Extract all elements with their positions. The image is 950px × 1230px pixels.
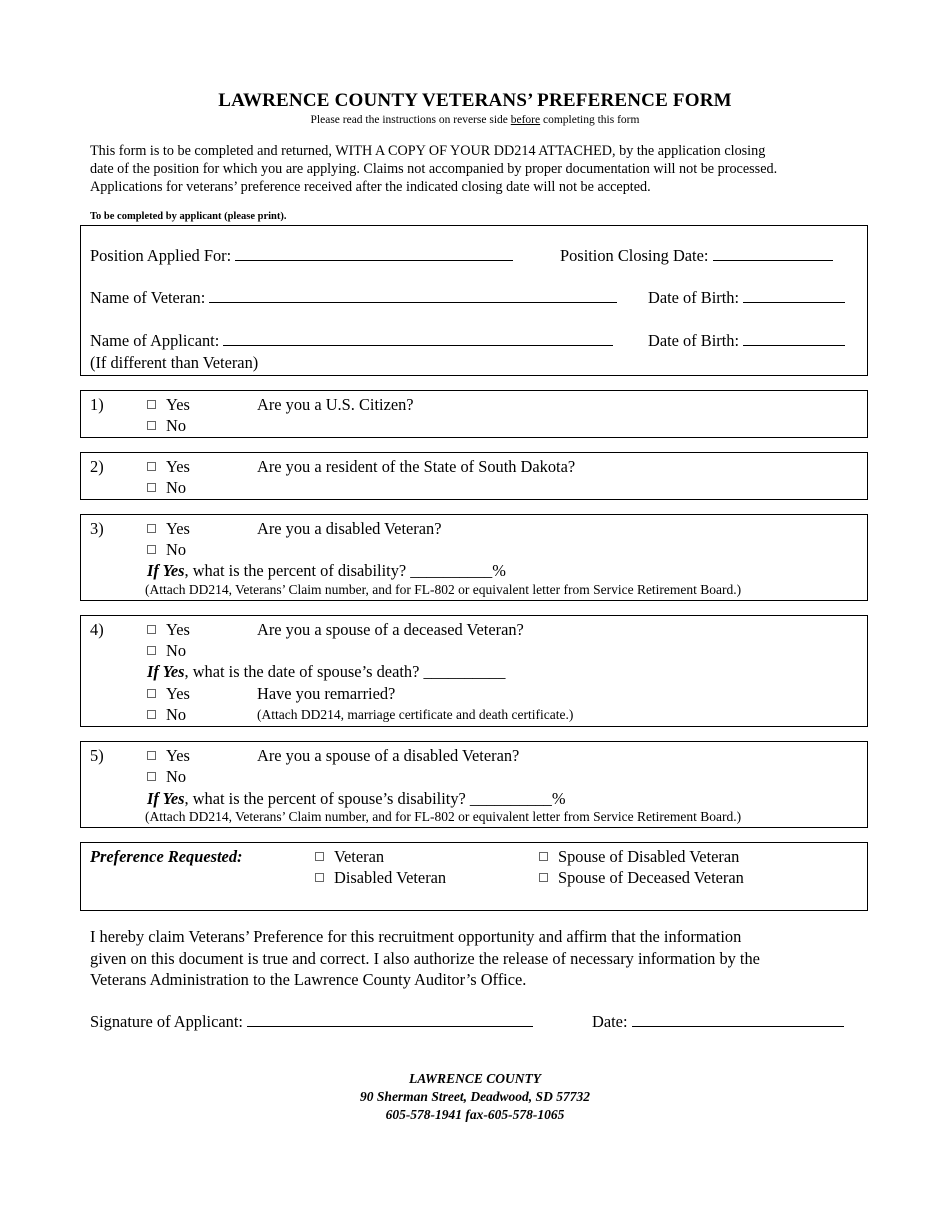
subtitle-text: Please read the instructions on reverse side bbox=[310, 114, 511, 126]
preference-box bbox=[80, 842, 868, 911]
applicant-info-box bbox=[80, 225, 868, 376]
question-1-box bbox=[80, 390, 868, 438]
q4-followup: If Yes, what is the date of spouse’s death? __________ bbox=[147, 662, 506, 681]
veteran-dob-label: Date of Birth: bbox=[648, 288, 740, 307]
claim-line: given on this document is true and correct. I also authorize the release of necessary information by the bbox=[90, 948, 760, 968]
closing-date-label: Position Closing Date: bbox=[560, 246, 709, 265]
pref-spouse-disabled-option[interactable]: Spouse of Disabled Veteran bbox=[539, 847, 739, 867]
applicant-instruction: To be completed by applicant (please print). bbox=[90, 211, 287, 222]
applicant-name-field[interactable] bbox=[223, 331, 613, 346]
checkbox-icon[interactable] bbox=[147, 710, 156, 719]
checkbox-icon[interactable] bbox=[147, 689, 156, 698]
question-number: 2) bbox=[90, 457, 104, 476]
question-2-box bbox=[80, 452, 868, 500]
position-label: Position Applied For: bbox=[90, 246, 232, 265]
q3-no-option[interactable]: No bbox=[147, 540, 186, 560]
form-subtitle bbox=[0, 114, 950, 126]
intro-line: date of the position for which you are applying. Claims not accompanied by proper documentation will not be processed. bbox=[90, 161, 778, 177]
signature-label: Signature of Applicant: bbox=[90, 1012, 243, 1031]
question-text: Are you a disabled Veteran? bbox=[257, 519, 442, 538]
signature-date-field[interactable] bbox=[632, 1012, 844, 1027]
checkbox-icon[interactable] bbox=[315, 852, 324, 861]
q4-no-option[interactable]: No bbox=[147, 641, 186, 661]
q3-followup: If Yes, what is the percent of disability? __________% bbox=[147, 561, 506, 580]
question-number: 5) bbox=[90, 746, 104, 765]
question-text: Are you a resident of the State of South Dakota? bbox=[257, 457, 576, 476]
claim-line: I hereby claim Veterans’ Preference for this recruitment opportunity and affirm that the information bbox=[90, 927, 742, 946]
q2-no-option[interactable]: No bbox=[147, 478, 186, 498]
pref-veteran-option[interactable]: Veteran bbox=[315, 847, 384, 867]
checkbox-icon[interactable] bbox=[147, 462, 156, 471]
checkbox-icon[interactable] bbox=[147, 545, 156, 554]
signature-date-row bbox=[592, 1012, 844, 1032]
q5-attach-note: (Attach DD214, Veterans’ Claim number, and for FL-802 or equivalent letter from Service Retirement Board.) bbox=[145, 809, 742, 824]
preference-label: Preference Requested: bbox=[90, 847, 243, 866]
date-label: Date: bbox=[592, 1012, 628, 1031]
applicant-dob-field[interactable] bbox=[743, 331, 845, 346]
applicant-name-label: Name of Applicant: bbox=[90, 331, 220, 350]
claim-statement bbox=[90, 926, 880, 991]
checkbox-icon[interactable] bbox=[147, 421, 156, 430]
applicant-dob-label: Date of Birth: bbox=[648, 331, 740, 350]
checkbox-icon[interactable] bbox=[147, 483, 156, 492]
applicant-different-note: (If different than Veteran) bbox=[90, 353, 259, 372]
intro-line: Applications for veterans’ preference received after the indicated closing date will not be accepted. bbox=[90, 179, 651, 195]
checkbox-icon[interactable] bbox=[539, 873, 548, 882]
signature-field[interactable] bbox=[247, 1012, 533, 1027]
subtitle-underlined: before bbox=[510, 114, 541, 126]
checkbox-icon[interactable] bbox=[539, 852, 548, 861]
intro-line: This form is to be completed and returned, WITH A COPY OF YOUR DD214 ATTACHED, by the application closing bbox=[90, 143, 766, 159]
q3-yes-option[interactable]: Yes bbox=[147, 519, 190, 539]
signature-row bbox=[90, 1012, 533, 1032]
intro-paragraph bbox=[90, 142, 860, 196]
q4-remarried-no-option[interactable]: No bbox=[147, 705, 186, 725]
form-title: LAWRENCE COUNTY VETERANS’ PREFERENCE FORM bbox=[218, 90, 732, 111]
veteran-name-label: Name of Veteran: bbox=[90, 288, 206, 307]
q1-yes-option[interactable]: Yes bbox=[147, 395, 190, 415]
question-text: Are you a U.S. Citizen? bbox=[257, 395, 414, 414]
question-number: 1) bbox=[90, 395, 104, 414]
q5-no-option[interactable]: No bbox=[147, 767, 186, 787]
question-text: Are you a spouse of a disabled Veteran? bbox=[257, 746, 520, 765]
pref-disabled-veteran-option[interactable]: Disabled Veteran bbox=[315, 868, 446, 888]
checkbox-icon[interactable] bbox=[147, 625, 156, 634]
position-field[interactable] bbox=[235, 246, 513, 261]
veteran-dob-field[interactable] bbox=[743, 288, 845, 303]
closing-date-field[interactable] bbox=[713, 246, 833, 261]
question-number: 3) bbox=[90, 519, 104, 538]
question-3-box bbox=[80, 514, 868, 601]
q1-no-option[interactable]: No bbox=[147, 416, 186, 436]
footer-phone: 605-578-1941 fax-605-578-1065 bbox=[385, 1107, 565, 1122]
q4-yes-option[interactable]: Yes bbox=[147, 620, 190, 640]
footer-address: 90 Sherman Street, Deadwood, SD 57732 bbox=[360, 1089, 590, 1104]
subtitle-text-end: completing this form bbox=[540, 114, 640, 126]
remarried-question: Have you remarried? bbox=[257, 684, 396, 703]
checkbox-icon[interactable] bbox=[147, 524, 156, 533]
checkbox-icon[interactable] bbox=[147, 751, 156, 760]
q2-yes-option[interactable]: Yes bbox=[147, 457, 190, 477]
checkbox-icon[interactable] bbox=[315, 873, 324, 882]
footer-county: LAWRENCE COUNTY bbox=[409, 1071, 541, 1086]
pref-spouse-deceased-option[interactable]: Spouse of Deceased Veteran bbox=[539, 868, 744, 888]
question-text: Are you a spouse of a deceased Veteran? bbox=[257, 620, 524, 639]
veteran-name-field[interactable] bbox=[209, 288, 617, 303]
q4-remarried-yes-option[interactable]: Yes bbox=[147, 684, 190, 704]
question-4-box bbox=[80, 615, 868, 727]
checkbox-icon[interactable] bbox=[147, 772, 156, 781]
q5-yes-option[interactable]: Yes bbox=[147, 746, 190, 766]
q5-followup: If Yes, what is the percent of spouse’s disability? __________% bbox=[147, 789, 566, 808]
q3-attach-note: (Attach DD214, Veterans’ Claim number, and for FL-802 or equivalent letter from Service Retirement Board.) bbox=[145, 582, 742, 597]
checkbox-icon[interactable] bbox=[147, 400, 156, 409]
checkbox-icon[interactable] bbox=[147, 646, 156, 655]
q4-attach-note: (Attach DD214, marriage certificate and death certificate.) bbox=[257, 707, 574, 722]
claim-line: Veterans Administration to the Lawrence County Auditor’s Office. bbox=[90, 970, 527, 989]
question-number: 4) bbox=[90, 620, 104, 639]
question-5-box bbox=[80, 741, 868, 828]
